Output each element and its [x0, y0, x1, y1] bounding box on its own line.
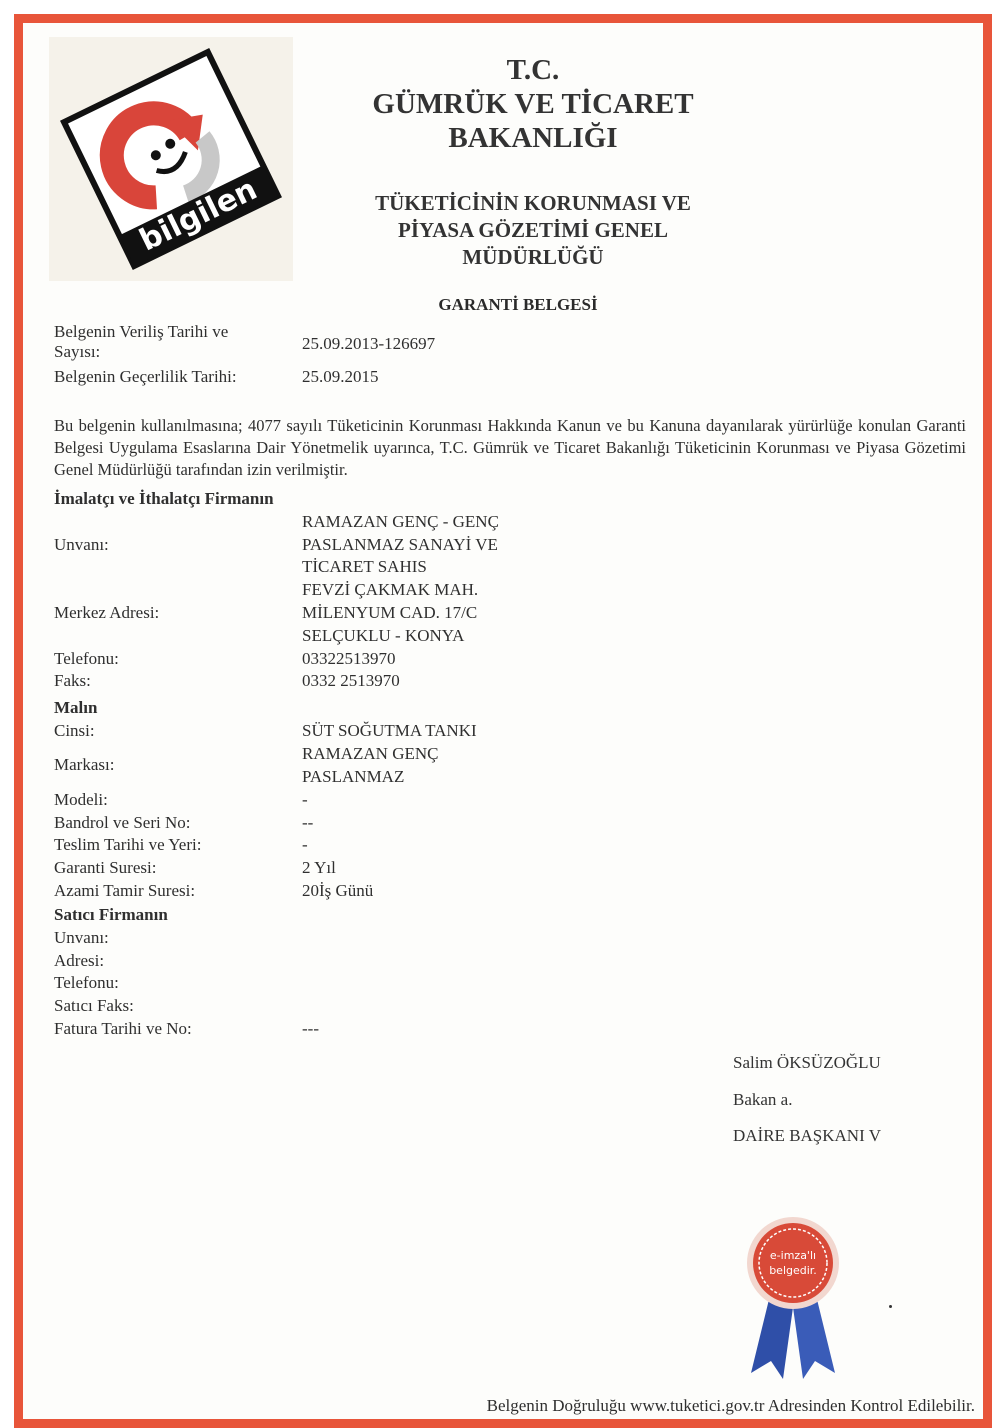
product-serial-label: Bandrol ve Seri No: [54, 813, 191, 832]
ministry-heading [313, 53, 753, 155]
manufacturer-title-1: RAMAZAN GENÇ - GENÇ [302, 512, 499, 531]
signatory-position: DAİRE BAŞKANI V [733, 1126, 881, 1145]
product-section: Malın [54, 698, 98, 717]
directorate-line-3: MÜDÜRLÜĞÜ [462, 245, 604, 269]
directorate-line-1: TÜKETİCİNİN KORUNMASI VE [375, 191, 691, 215]
seller-phone-label: Telefonu: [54, 973, 119, 992]
validity-value: 25.09.2015 [302, 367, 379, 386]
certificate-page [14, 14, 992, 1428]
issue-date-label-2: Sayısı: [54, 342, 101, 361]
manufacturer-title-label: Unvanı: [54, 535, 109, 554]
signatory-name: Salim ÖKSÜZOĞLU [733, 1053, 881, 1072]
legal-paragraph: Bu belgenin kullanılmasına; 4077 sayılı Tüketicinin Korunması Hakkında Kanun ve bu Kanuna dayanılarak yürürlüğe konulan Garanti Belgesi Uygulama Esaslarına Dair Yönetmelik uyarınca, T.C. Gümrük ve Ticaret Bakanlığı Tüketicinin Korunması ve Piyasa Gözetimi Genel Müdürlüğü tarafından izin verilmiştir. [54, 416, 966, 479]
manufacturer-fax: 0332 2513970 [302, 671, 400, 690]
manufacturer-section: İmalatçı ve İthalatçı Firmanın [54, 489, 274, 508]
product-type-label: Cinsi: [54, 721, 95, 740]
invoice-label: Fatura Tarihi ve No: [54, 1019, 192, 1038]
footer-verification-note: Belgenin Doğruluğu www.tuketici.gov.tr Adresinden Kontrol Edilebilir. [486, 1396, 975, 1415]
issue-date-value: 25.09.2013-126697 [302, 334, 436, 353]
invoice-value: --- [302, 1019, 319, 1038]
manufacturer-address-1: FEVZİ ÇAKMAK MAH. [302, 580, 479, 599]
bilgilen-logo-icon [49, 37, 293, 281]
product-model: - [302, 790, 308, 809]
validity-label: Belgenin Geçerlilik Tarihi: [54, 367, 237, 386]
manufacturer-address-3: SELÇUKLU - KONYA [302, 626, 465, 645]
directorate-line-2: PİYASA GÖZETİMİ GENEL [398, 218, 668, 242]
bilgilen-logo [49, 37, 293, 281]
product-warranty-label: Garanti Suresi: [54, 858, 157, 877]
manufacturer-fax-label: Faks: [54, 671, 91, 690]
manufacturer-phone: 03322513970 [302, 649, 396, 668]
product-repair: 20İş Günü [302, 881, 374, 900]
rosette-icon [733, 1213, 853, 1383]
product-delivery-label: Teslim Tarihi ve Yeri: [54, 835, 202, 854]
ministry-line-2: GÜMRÜK VE TİCARET [372, 88, 694, 120]
document-title: GARANTİ BELGESİ [438, 295, 598, 314]
product-brand-2: PASLANMAZ [302, 767, 405, 786]
seller-title-label: Unvanı: [54, 928, 109, 947]
manufacturer-title-2: PASLANMAZ SANAYİ VE [302, 535, 498, 554]
product-serial: -- [302, 813, 314, 832]
product-type: SÜT SOĞUTMA TANKI [302, 721, 477, 740]
seal-line-1: e-imza'lı [769, 1249, 817, 1262]
product-repair-label: Azami Tamir Suresi: [54, 881, 196, 900]
e-signature-seal [733, 1213, 853, 1383]
product-brand-1: RAMAZAN GENÇ [302, 744, 439, 763]
manufacturer-phone-label: Telefonu: [54, 649, 119, 668]
seal-line-2: belgedir. [769, 1264, 817, 1277]
manufacturer-title-3: TİCARET SAHIS [302, 557, 427, 576]
directorate-heading [313, 190, 753, 271]
logo-text: bilgilen [134, 171, 263, 259]
signatory-on-behalf: Bakan a. [733, 1090, 793, 1109]
ministry-line-3: BAKANLIĞI [448, 122, 618, 154]
ministry-line-1: T.C. [506, 54, 560, 86]
seller-fax-label: Satıcı Faks: [54, 996, 134, 1015]
manufacturer-address-2: MİLENYUM CAD. 17/C [302, 603, 478, 622]
manufacturer-address-label: Merkez Adresi: [54, 603, 160, 622]
seller-address-label: Adresi: [54, 951, 105, 970]
product-warranty: 2 Yıl [302, 858, 336, 877]
product-delivery: - [302, 835, 308, 854]
product-model-label: Modeli: [54, 790, 108, 809]
speck [889, 1305, 892, 1308]
seller-section: Satıcı Firmanın [54, 905, 168, 924]
product-brand-label: Markası: [54, 755, 115, 774]
issue-date-label-1: Belgenin Veriliş Tarihi ve [54, 322, 229, 341]
